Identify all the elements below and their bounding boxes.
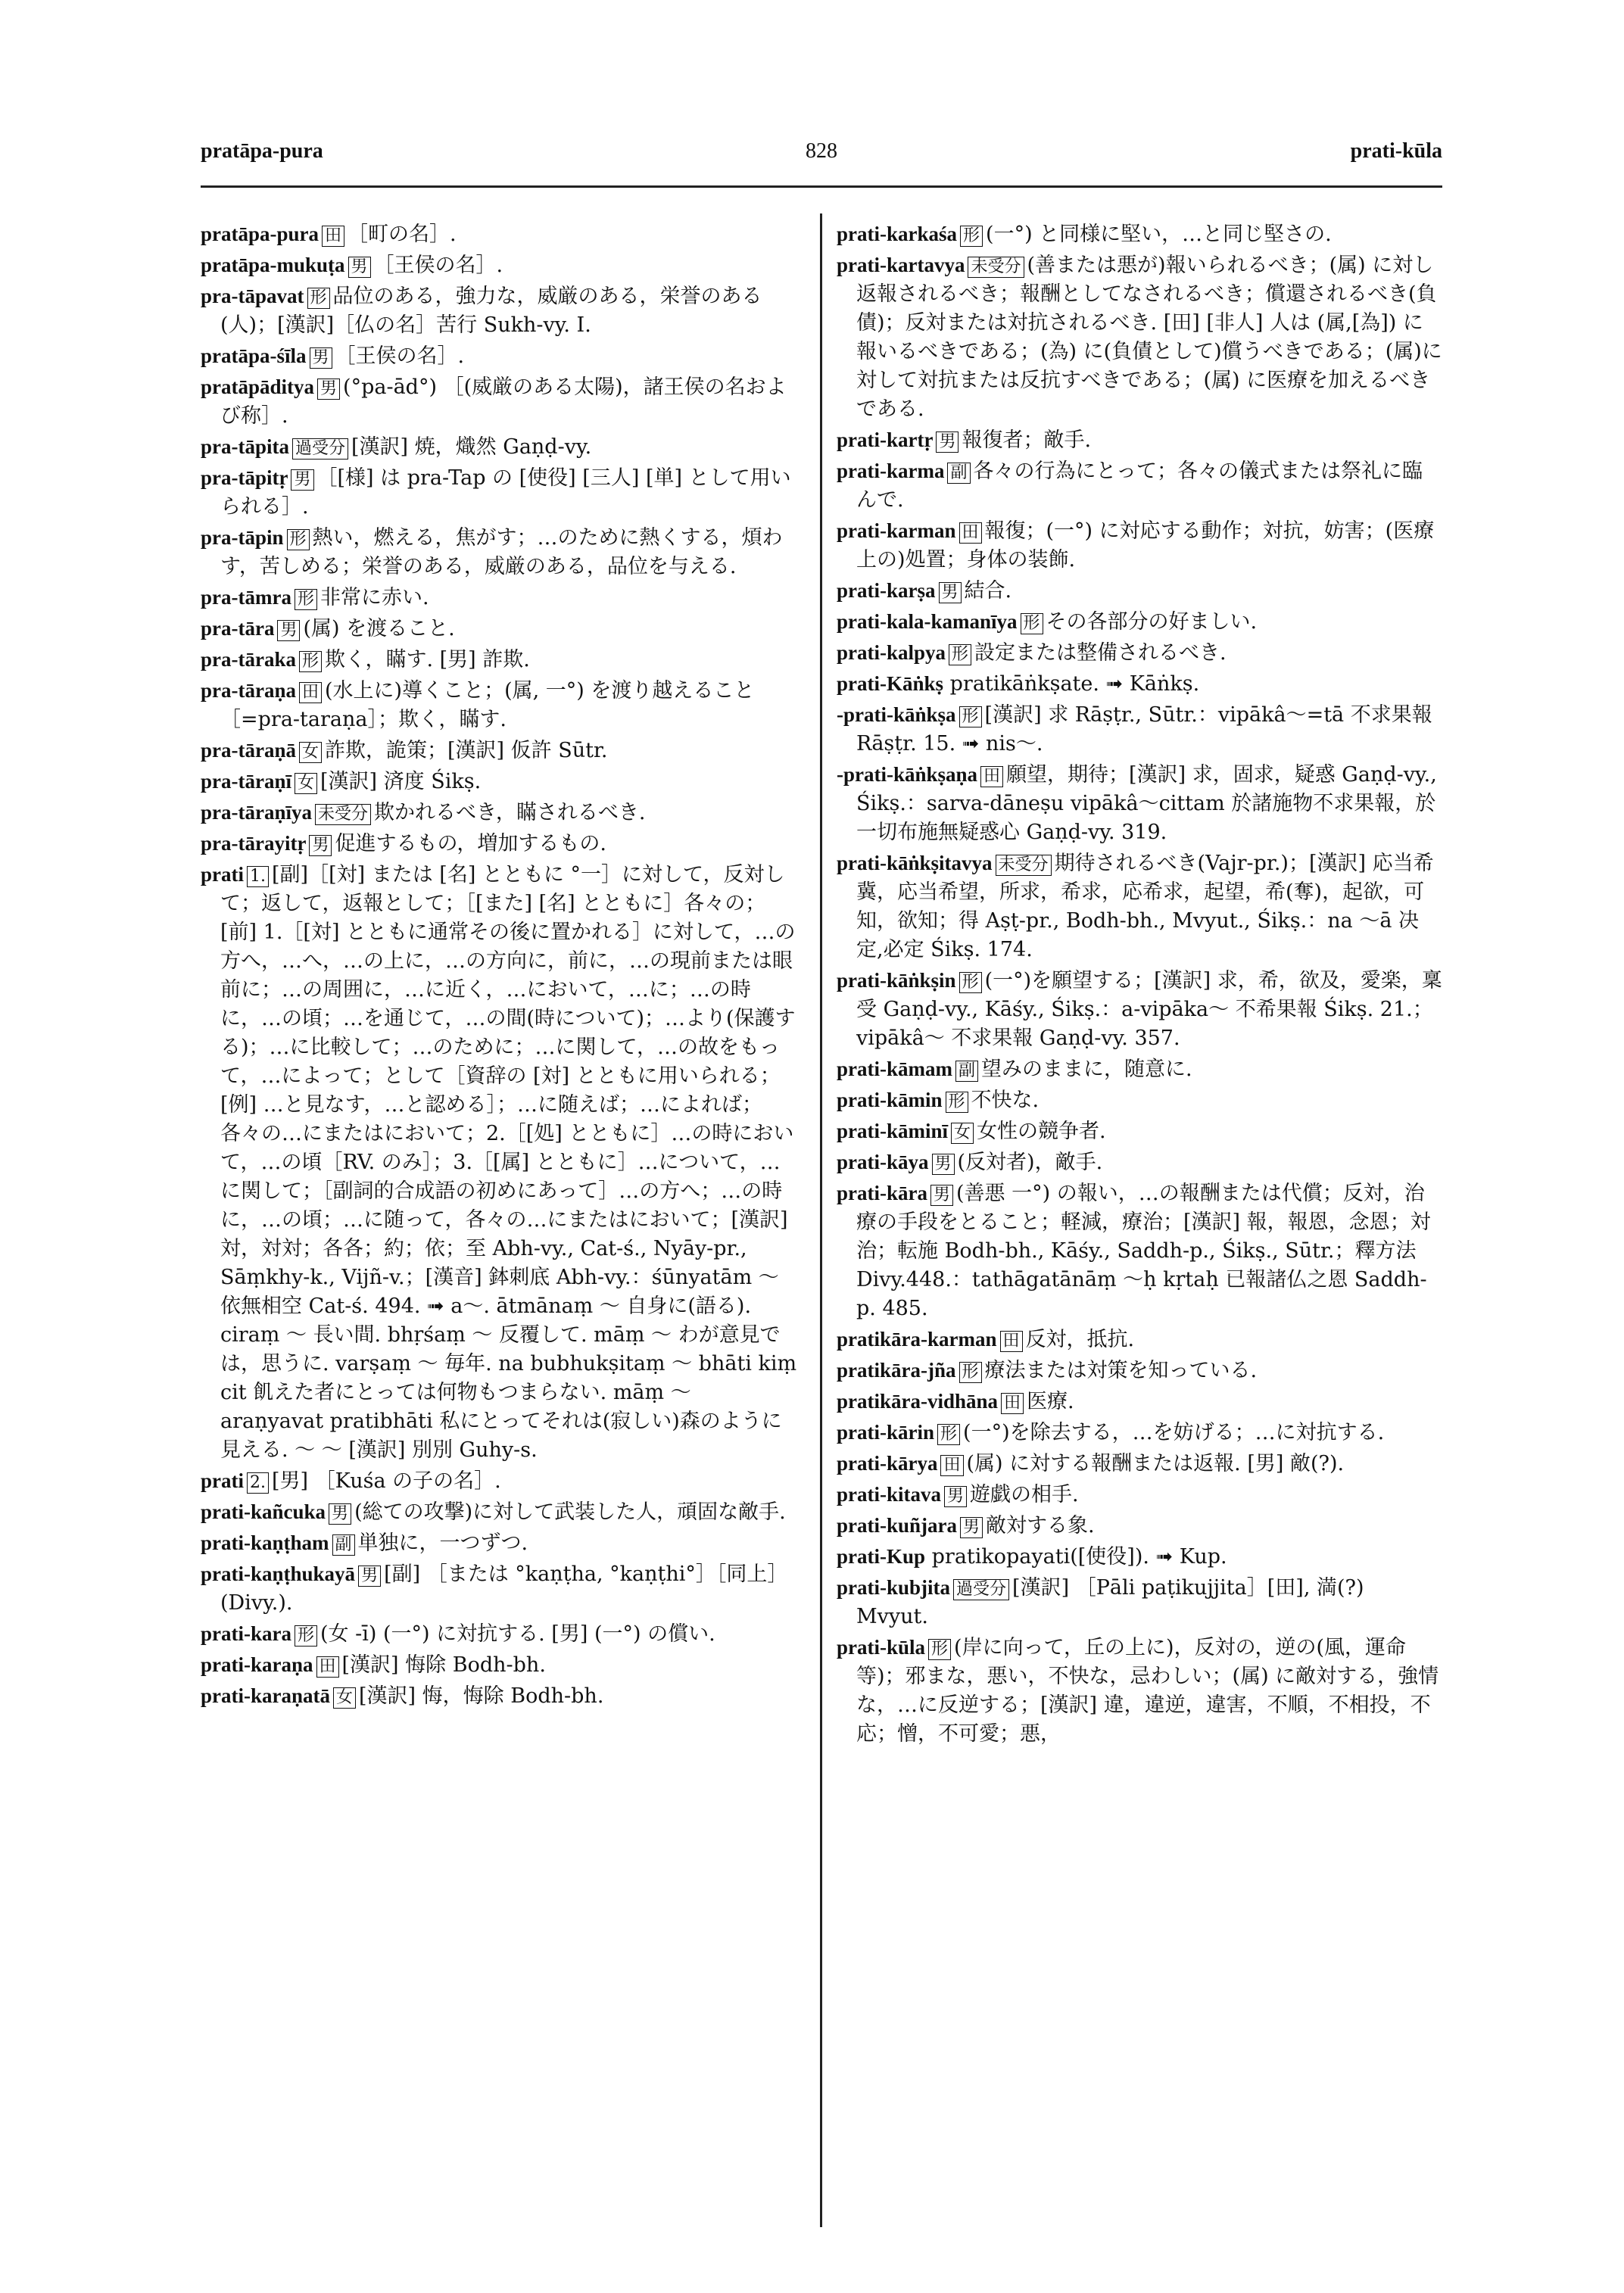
column-divider: [820, 213, 822, 2227]
entry-definition: 設定または整備されるべき.: [974, 641, 1227, 665]
dictionary-entry: [837, 1356, 1442, 1385]
grammar-tag: 形: [959, 706, 982, 727]
entry-headword: prati-kuñjara: [837, 1514, 958, 1537]
entry-definition: 欺く，瞞す. [男] 詐欺.: [325, 648, 530, 671]
grammar-tag: 男: [939, 582, 962, 603]
entry-headword: prati-kaṇṭham: [201, 1531, 329, 1554]
dictionary-entry: [201, 645, 799, 675]
grammar-tag: 男: [317, 379, 340, 400]
entry-definition: ［[様] は pra-Tap の [使役] [三人] [単] として用いられる］.: [220, 466, 791, 519]
entry-headword: pra-tāraṇa: [201, 679, 296, 702]
dictionary-entry: [837, 220, 1442, 249]
entry-headword: pra-tāra: [201, 617, 275, 640]
dictionary-entry: [201, 341, 799, 371]
entry-headword: -prati-kāṅkṣaṇa: [837, 763, 978, 786]
grammar-tag: 過受分: [292, 438, 348, 460]
grammar-tag: 男: [932, 1154, 955, 1175]
grammar-tag: 男: [310, 347, 332, 369]
entry-headword: prati-kāminī: [837, 1120, 949, 1142]
entry-headword: pratikāra-vidhāna: [837, 1390, 999, 1413]
grammar-tag: 男: [930, 1185, 953, 1206]
dictionary-entry: [201, 1650, 799, 1680]
entry-definition: 詐欺，詭策；[漢訳] 仮許 Sūtr.: [325, 739, 608, 762]
dictionary-entry: [201, 1466, 799, 1496]
header-rule: [201, 185, 1442, 188]
dictionary-entry: [837, 456, 1442, 515]
dictionary-entry: [837, 1387, 1442, 1416]
dictionary-entry: [201, 372, 799, 431]
dictionary-entry: [837, 251, 1442, 424]
dictionary-entry: [201, 1559, 799, 1618]
dictionary-entry: [837, 966, 1442, 1053]
entry-headword: pra-tāpitṛ: [201, 466, 288, 489]
entry-headword: prati-kartavya: [837, 254, 965, 276]
grammar-tag: 田: [1001, 1393, 1024, 1414]
grammar-tag: 副: [332, 1534, 355, 1556]
entry-headword: pra-tāpin: [201, 526, 284, 549]
grammar-tag: 形: [299, 651, 322, 672]
entry-headword: prati-kaṇṭhukayā: [201, 1562, 356, 1585]
grammar-tag: 男: [944, 1486, 967, 1507]
grammar-tag: 田: [959, 522, 982, 544]
dictionary-entry: [837, 1633, 1442, 1749]
grammar-tag: 形: [295, 1625, 317, 1647]
entry-definition: (岸に向って，丘の上に)，反対の，逆の(風，運命等)；邪まな，悪い，不快な，忌わしい；(属) に敵対する，強情な，…に反逆する；[漢訳] 違，違逆，違害，不順，不相投，不応；憎，不可愛；悪，: [856, 1636, 1439, 1746]
grammar-tag: 女: [299, 742, 322, 763]
dictionary-entry: [201, 282, 799, 340]
entry-headword: pra-tāraṇīya: [201, 801, 312, 824]
dictionary-entry: [201, 1528, 799, 1558]
entry-definition: 望みのままに，随意に.: [981, 1058, 1192, 1081]
dictionary-entry: [201, 829, 799, 858]
dictionary-entry: [837, 638, 1442, 668]
grammar-tag: 田: [299, 682, 322, 703]
grammar-tag: 副: [947, 463, 970, 484]
entry-definition: 女性の競争者.: [977, 1120, 1106, 1143]
dictionary-entry: [201, 1619, 799, 1649]
header-right-guide-word: prati-kūla: [1350, 139, 1442, 163]
grammar-tag: 田: [322, 226, 344, 247]
dictionary-entry: [837, 760, 1442, 847]
grammar-tag: 男: [291, 469, 313, 491]
entry-definition: [漢訳] 悔除 Bodh-bh.: [341, 1653, 546, 1677]
entry-definition: (一°)を除去する，…を妨げる；…に対抗する.: [963, 1421, 1385, 1444]
entry-headword: pra-tāmra: [201, 586, 291, 609]
grammar-tag: 田: [1000, 1331, 1023, 1352]
entry-headword: pra-tāraka: [201, 648, 296, 671]
dictionary-entry: [837, 607, 1442, 637]
entry-definition: (反対者)，敵手.: [957, 1151, 1103, 1174]
entry-headword: prati-kāra: [837, 1182, 927, 1204]
entry-definition: 非常に赤い.: [320, 586, 429, 609]
entry-definition: (一°) と同様に堅い，…と同じ堅さの.: [986, 223, 1332, 246]
dictionary-entry: [201, 798, 799, 827]
dictionary-entry: [837, 700, 1442, 759]
entry-headword: pratāpa-mukuṭa: [201, 254, 345, 276]
entry-headword: prati-karṣa: [837, 579, 936, 602]
dictionary-entry: [837, 1418, 1442, 1447]
entry-headword: prati-kañcuka: [201, 1500, 326, 1523]
grammar-tag: 形: [287, 529, 310, 550]
entry-definition: 敵対する象.: [986, 1514, 1095, 1537]
entry-definition: (総ての攻撃)に対して武装した人，頑固な敵手.: [354, 1500, 786, 1524]
dictionary-entry: [837, 1542, 1442, 1572]
page-number: 828: [806, 139, 837, 163]
dictionary-entry: [201, 1497, 799, 1527]
entry-headword: prati-kārin: [837, 1421, 935, 1444]
entry-headword: -prati-kāṅkṣa: [837, 703, 956, 726]
entry-definition: 期待されるべき(Vajr-pr.)；[漢訳] 応当希冀，応当希望，所求，希求，応希求，起望，希(奪)，起欲，可知，欲知；得 Aṣṭ-pr., Bodh-bh., Mvyut., Śikṣ.：na ～ā 决定,必定 Śikṣ. 174.: [856, 852, 1434, 961]
entry-definition: [副] ［または °kaṇṭha, °kaṇṭhi°］［同上］(Divy.).: [220, 1562, 788, 1615]
dictionary-entry: [837, 1573, 1442, 1631]
entry-headword: pratāpāditya: [201, 375, 315, 398]
grammar-tag: 形: [928, 1639, 951, 1660]
entry-definition: 結合.: [964, 579, 1012, 603]
entry-definition: 熱い，燃える，焦がす；…のために熱くする，煩わす，苦しめる；栄誉のある，威厳のある，品位を与える.: [220, 526, 783, 578]
dictionary-entry: [837, 1325, 1442, 1354]
dictionary-entry: [837, 669, 1442, 699]
dictionary-entry: [201, 614, 799, 643]
dictionary-entry: [837, 1055, 1442, 1084]
dictionary-entry: [837, 849, 1442, 964]
grammar-tag: 1.: [247, 866, 269, 887]
entry-definition: ［王侯の名］.: [373, 254, 503, 277]
grammar-tag: 田: [980, 766, 1003, 787]
grammar-tag: 2.: [247, 1472, 269, 1494]
entry-headword: prati-kārya: [837, 1452, 938, 1475]
entry-headword: prati-karkaśa: [837, 223, 958, 245]
entry-definition: その各部分の好ましい.: [1046, 610, 1258, 634]
entry-definition: [漢訳] 求 Rāṣṭr., Sūtr.：vipākâ～=tā 不求果報 Rāṣṭr. 15. ➟ nis～.: [856, 703, 1432, 756]
left-column: [201, 220, 799, 1712]
entry-headword: prati: [201, 1469, 244, 1492]
entry-definition: [漢訳] ［Pāli paṭikujjita］[田], 満(?) Mvyut.: [856, 1576, 1364, 1628]
entry-headword: pratikāra-karman: [837, 1328, 997, 1351]
grammar-tag: 田: [316, 1656, 339, 1678]
grammar-tag: 田: [940, 1455, 963, 1476]
entry-definition: 願望，期待；[漢訳] 求，固求，疑惑 Gaṇḍ-vy., Śikṣ.：sarva-dāneṣu vipākâ～cittam 於諸施物不求果報，於一切布施無疑惑心 Gaṇḍ-vy. 319.: [856, 763, 1437, 844]
entry-headword: pra-tāraṇā: [201, 739, 296, 762]
entry-headword: pra-tāpita: [201, 435, 289, 458]
dictionary-entry: [837, 1511, 1442, 1541]
entry-definition: 各々の行為にとって；各々の儀式または祭礼に臨んで.: [856, 460, 1423, 512]
entry-headword: prati-kubjita: [837, 1576, 951, 1599]
dictionary-entry: [201, 523, 799, 581]
entry-definition: (一°)を願望する；[漢訳] 求，希，欲及，愛楽，稟受 Gaṇḍ-vy., Kāśy., Śikṣ.：a-vipāka～ 不希果報 Śikṣ. 21.；vipākâ～ 不求果報 Gaṇḍ-vy. 357.: [856, 969, 1442, 1050]
entry-definition: (属) に対する報酬または返報. [男] 敵(?).: [966, 1452, 1345, 1475]
dictionary-entry: [201, 583, 799, 612]
grammar-tag: 形: [295, 589, 317, 610]
entry-headword: prati-kartṛ: [837, 428, 934, 451]
dictionary-entry: [201, 1681, 799, 1711]
grammar-tag: 形: [946, 1092, 968, 1113]
entry-definition: 品位のある，強力な，威厳のある，栄誉のある(人)；[漢訳]［仏の名］苦行 Sukh-vy. I.: [220, 285, 762, 337]
entry-headword: pratikāra-jña: [837, 1359, 956, 1382]
dictionary-entry: [837, 1449, 1442, 1478]
dictionary-entry: [837, 516, 1442, 575]
grammar-tag: 女: [333, 1687, 356, 1709]
dictionary-entry: [201, 251, 799, 280]
grammar-tag: 男: [936, 431, 959, 453]
dictionary-entry: [837, 425, 1442, 455]
entry-headword: prati-karman: [837, 519, 956, 542]
entry-definition: 医療.: [1027, 1390, 1074, 1413]
grammar-tag: 形: [307, 288, 330, 309]
entry-headword: prati-kāya: [837, 1151, 929, 1173]
dictionary-entry: [201, 767, 799, 796]
header-left-guide-word: pratāpa-pura: [201, 139, 323, 163]
entry-definition: [漢訳] 悔，悔除 Bodh-bh.: [359, 1684, 604, 1708]
entry-definition: (水上に)導くこと；(属, 一°) を渡り越えること［=pra-taraṇa］；欺く，瞞す.: [220, 679, 755, 731]
grammar-tag: 未受分: [996, 855, 1052, 876]
grammar-tag: 形: [960, 226, 983, 247]
grammar-tag: 男: [358, 1566, 381, 1587]
grammar-tag: 男: [960, 1517, 983, 1538]
entry-definition: (女 -ī) (一°) に対抗する. [男] (一°) の償い.: [320, 1622, 715, 1646]
dictionary-entry: [201, 432, 799, 462]
grammar-tag: 形: [1021, 613, 1043, 634]
entry-definition: [副]［[対] または [名] とともに °一］に対して，反対して；返して，返報として；［[また] [名] とともに］各々の；[前] 1.［[対] とともに通常その後に置かれる］に対して，…の方へ，…へ，…の上に，…の方向に，前に，…の現前または眼前に；…の周囲に，…に近く，…において，…に；…の時に，…の頃；…を通じて，…の間(時について)；…より(保護する)；…に比較して；…のために；…に関して，…の故をもって，…によって；として［資辞の [対] とともに用いられる；[例] …と見なす，…と認める］；…に随えば；…によれば；各々の…にまたはにおいて；2.［[処] とともに］…の時において，…の頃［RV. のみ］；3.［[属] とともに］…について，…に関して；［副詞的合成語の初めにあって］…の方へ；…の時に，…の頃；…に随って，各々の…にまたはにおいて；[漢訳] 対，対対；各各；約；依；至 Abh-vy., Cat-ś., Nyāy-pr., Sāṃkhy-k., Vijñ-v.；[漢音] 鉢刺底 Abh-vy.：śūnyatām ～ 依無相空 Cat-ś. 494. ➟ a～. ātmānaṃ ～ 自身に(語る). ciraṃ ～ 長い間. bhṛśaṃ ～ 反覆して. māṃ ～ わが意見では，思うに. varṣaṃ ～ 毎年. na bubhukṣitaṃ ～ bhāti kiṃ cit 飢えた者にとっては何物もつまらない. māṃ ～ araṇyavat pratibhāti 私にとってそれは(寂しい)森のように見える. ～ ～ [漢訳] 別別 Guhy-s.: [220, 863, 797, 1462]
dictionary-entry: [201, 220, 799, 249]
entry-headword: prati-Kāṅkṣ: [837, 672, 944, 695]
entry-definition: [漢訳] 済度 Śikṣ.: [320, 770, 482, 793]
entry-headword: prati-kāmam: [837, 1058, 952, 1080]
dictionary-entry: [201, 463, 799, 522]
entry-headword: prati-kāṅkṣin: [837, 969, 956, 992]
grammar-tag: 形: [937, 1424, 960, 1445]
entry-headword: prati-kalpya: [837, 641, 946, 664]
entry-definition: [漢訳] 焼，熾然 Gaṇḍ-vy.: [351, 435, 592, 459]
dictionary-entry: [837, 1480, 1442, 1509]
right-column: [837, 220, 1442, 1750]
entry-definition: pratikopayati([使役]). ➟ Kup.: [931, 1545, 1227, 1569]
entry-definition: ［王侯の名］.: [335, 344, 465, 368]
entry-definition: pratikāṅkṣate. ➟ Kāṅkṣ.: [949, 672, 1200, 696]
dictionary-entry: [837, 1117, 1442, 1146]
dictionary-entry: [201, 736, 799, 765]
grammar-tag: 形: [959, 972, 982, 993]
entry-definition: 不快な.: [971, 1089, 1040, 1112]
entry-headword: prati-karma: [837, 460, 945, 482]
entry-definition: (°pa-ād°) ［(威厳のある太陽)，諸王侯の名および称］.: [220, 375, 787, 428]
grammar-tag: 未受分: [315, 804, 371, 825]
entry-headword: prati-kara: [201, 1622, 291, 1645]
entry-headword: pratāpa-pura: [201, 223, 320, 245]
entry-headword: prati-Kup: [837, 1545, 926, 1568]
entry-headword: pratāpa-śīla: [201, 344, 307, 367]
dictionary-entry: [837, 1086, 1442, 1115]
dictionary-entry: [201, 676, 799, 734]
entry-definition: 報復；(一°) に対応する動作；対抗，妨害；(医療上の)処置；身体の装飾.: [856, 519, 1435, 572]
dictionary-entry: [837, 1148, 1442, 1177]
entry-headword: prati-kāmin: [837, 1089, 943, 1111]
entry-headword: prati-kala-kamanīya: [837, 610, 1018, 633]
grammar-tag: 副: [955, 1061, 978, 1082]
grammar-tag: 女: [951, 1123, 974, 1144]
entry-headword: pra-tārayitṛ: [201, 832, 307, 855]
grammar-tag: 男: [348, 257, 371, 278]
grammar-tag: 形: [959, 1362, 982, 1383]
entry-headword: prati-kāṅkṣitavya: [837, 852, 993, 874]
entry-headword: prati-kitava: [837, 1483, 941, 1506]
entry-definition: 遊戯の相手.: [970, 1483, 1079, 1506]
entry-headword: prati-karaṇa: [201, 1653, 313, 1676]
entry-headword: prati-kūla: [837, 1636, 926, 1659]
entry-definition: 欺かれるべき，瞞されるべき.: [374, 801, 646, 824]
entry-definition: 療法または対策を知っている.: [984, 1359, 1258, 1382]
entry-definition: 促進するもの，増加するもの.: [335, 832, 606, 855]
grammar-tag: 過受分: [953, 1579, 1009, 1600]
dictionary-entry: [837, 1179, 1442, 1323]
entry-definition: 単独に，一つずつ.: [357, 1531, 528, 1555]
entry-headword: prati-karaṇatā: [201, 1684, 330, 1707]
grammar-tag: 男: [329, 1503, 351, 1525]
dictionary-entry: [201, 860, 799, 1465]
entry-definition: (善または悪が)報いられるべき；(属) に対し返報されるべき；報酬としてなされるべき；償還されるべき(負債)；反対または対抗されるべき. [田] [非人] 人は (属,[為]) に報いるべきである；(為) に(負債として)償うべきである；(属)に対して対抗または反抗すべきである；(属) に医療を加えるべきである.: [856, 254, 1442, 421]
grammar-tag: 形: [949, 644, 971, 665]
entry-headword: prati: [201, 863, 244, 886]
entry-definition: (属) を渡ること.: [303, 617, 455, 640]
entry-definition: (善悪 一°) の報い，…の報酬または代償；反対，治療の手段をとること；軽減，療治；[漢訳] 報，報恩，念恩；対治；転施 Bodh-bh., Kāśy., Saddh-p., Śikṣ., Sūtr.；釋方法 Divy.448.：tathāgatānāṃ ～ḥ kṛtaḥ 已報諸仏之恩 Saddh-p. 485.: [856, 1182, 1431, 1320]
grammar-tag: 男: [277, 620, 300, 641]
entry-definition: 反対，抵抗.: [1025, 1328, 1135, 1351]
grammar-tag: 男: [309, 835, 332, 856]
entry-definition: [男] ［Kuśa の子の名］.: [272, 1469, 501, 1493]
entry-headword: pra-tāpavat: [201, 285, 304, 307]
dictionary-entry: [837, 576, 1442, 606]
entry-definition: ［町の名］.: [348, 223, 457, 246]
grammar-tag: 未受分: [968, 257, 1024, 278]
entry-headword: pra-tāraṇī: [201, 770, 291, 793]
page-header: [201, 139, 1442, 177]
grammar-tag: 女: [295, 773, 317, 794]
entry-definition: 報復者；敵手.: [962, 428, 1092, 452]
